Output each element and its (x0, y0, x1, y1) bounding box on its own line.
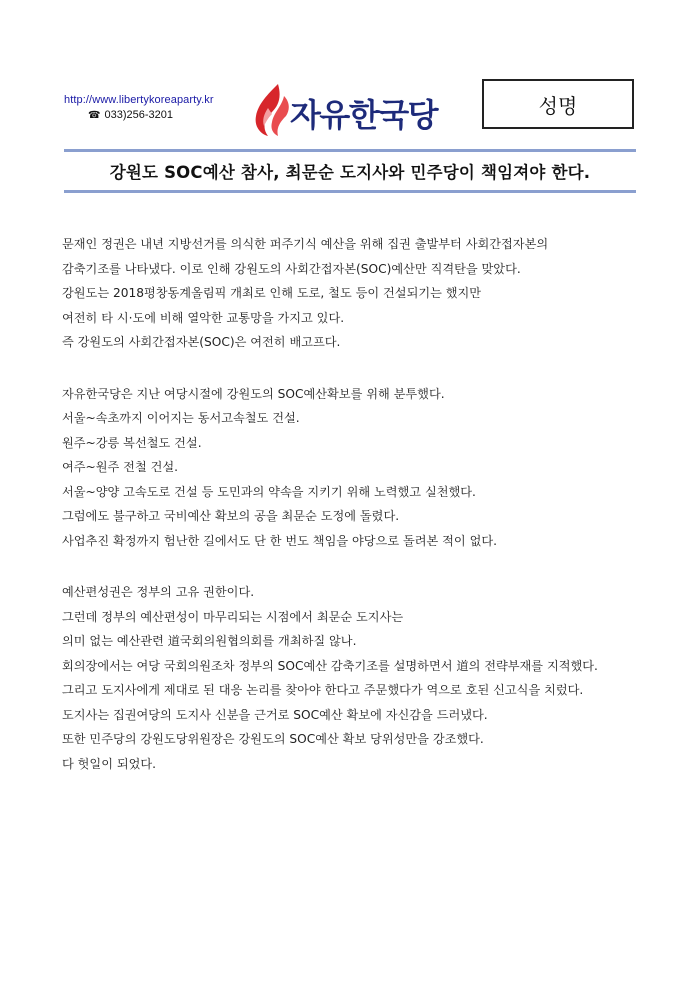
paragraph (62, 580, 642, 776)
contact-block (64, 94, 254, 121)
phone-icon: ☎ (88, 110, 101, 121)
party-logo (248, 82, 468, 138)
text-line: 그리고 도지사에게 제대로 된 대응 논리를 찾아야 한다고 주문했다가 역으로 호된 신고식을 치렀다. (62, 683, 584, 697)
text-line: 다 헛일이 되었다. (62, 756, 157, 771)
text-line: 의미 없는 예산관련 道국회의원협의회를 개최하질 않나. (62, 634, 357, 648)
headline-top-rule (64, 149, 636, 152)
text-line: 원주~강릉 복선철도 건설. (62, 435, 202, 450)
text-line: 감축기조를 나타냈다. 이로 인해 강원도의 사회간접자본(SOC)예산만 직격탄을 맞았다. (62, 261, 521, 276)
statement-body (62, 232, 642, 803)
text-line: 여전히 타 시·도에 비해 열악한 교통망을 가지고 있다. (62, 310, 345, 325)
text-line: 회의장에서는 여당 국회의원조차 정부의 SOC예산 감축기조를 설명하면서 道의 전략부재를 지적했다. (62, 658, 598, 673)
text-line: 서울~양양 고속도로 건설 등 도민과의 약속을 지키기 위해 노력했고 실천했다. (62, 484, 476, 499)
logo-wordmark: 자유한국당 (290, 96, 438, 134)
phone-line (64, 109, 254, 121)
text-line: 서울~속초까지 이어지는 동서고속철도 건설. (62, 411, 300, 425)
paragraph (62, 232, 642, 355)
text-line: 강원도는 2018평창동계올림픽 개최로 인해 도로, 철도 등이 건설되기는 했지만 (62, 286, 482, 300)
headline: 강원도 SOC예산 참사, 최문순 도지사와 민주당이 책임져야 한다. (109, 163, 591, 182)
text-line: 즉 강원도의 사회간접자본(SOC)은 여전히 배고프다. (62, 335, 341, 349)
text-line: 예산편성권은 정부의 고유 권한이다. (62, 585, 255, 599)
torch-flame-icon (248, 82, 292, 138)
party-website-link[interactable]: http://www.libertykoreaparty.kr (64, 94, 214, 106)
headline-bottom-rule (64, 190, 636, 193)
text-line: 그럼에도 불구하고 국비예산 확보의 공을 최문순 도정에 돌렸다. (62, 509, 400, 523)
paragraph (62, 382, 642, 554)
text-line: 문재인 정권은 내년 지방선거를 의식한 퍼주기식 예산을 위해 집권 출발부터 사회간접자본의 (62, 237, 549, 251)
text-line: 도지사는 집권여당의 도지사 신분을 근거로 SOC예산 확보에 자신감을 드러냈다. (62, 707, 488, 722)
text-line: 자유한국당은 지난 여당시절에 강원도의 SOC예산확보를 위해 분투했다. (62, 386, 445, 401)
text-line: 그런데 정부의 예산편성이 마무리되는 시점에서 최문순 도지사는 (62, 609, 404, 624)
text-line: 사업추진 확정까지 험난한 길에서도 단 한 번도 책임을 야당으로 돌려본 적이 없다. (62, 533, 498, 548)
statement-badge (482, 79, 634, 129)
document-header (0, 0, 700, 140)
statement-badge-label: 성명 (538, 93, 578, 118)
text-line: 또한 민주당의 강원도당위원장은 강원도의 SOC예산 확보 당위성만을 강조했다. (62, 732, 484, 746)
phone-number: 033)256-3201 (104, 109, 173, 121)
text-line: 여주~원주 전철 건설. (62, 460, 179, 474)
